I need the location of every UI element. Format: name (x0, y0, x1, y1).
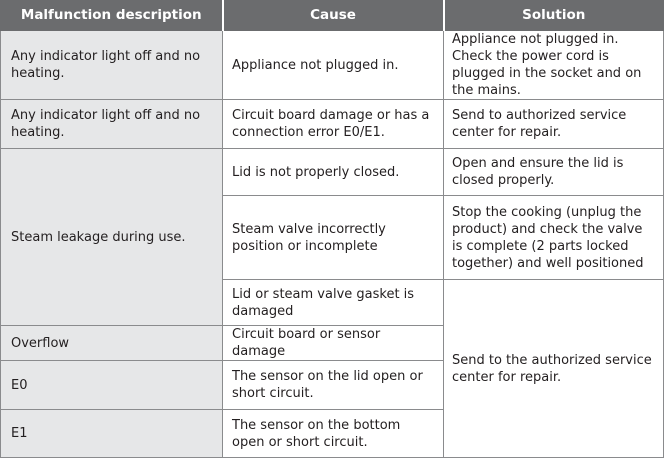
cause-cell: The sensor on the lid open or short circuit. (223, 361, 444, 410)
cause-cell: Lid or steam valve gasket is damaged (223, 280, 444, 326)
table-row (1, 149, 664, 196)
malfunction-description-cell: Any indicator light off and no heating. (1, 31, 223, 100)
solution-cell: Appliance not plugged in. Check the power cord is plugged in the socket and on the mains. (444, 31, 664, 100)
header-solution: Solution (444, 1, 664, 31)
table-row (1, 31, 664, 100)
cause-cell: The sensor on the bottom open or short circuit. (223, 410, 444, 458)
header-cause: Cause (223, 1, 444, 31)
solution-cell: Stop the cooking (unplug the product) and check the valve is complete (2 parts locked together) and well positioned (444, 196, 664, 280)
cause-cell: Steam valve incorrectly position or incomplete (223, 196, 444, 280)
malfunction-description-cell: E0 (1, 361, 223, 410)
header-malfunction-description: Malfunction description (1, 1, 223, 31)
table-row (1, 100, 664, 149)
solution-cell: Open and ensure the lid is closed properly. (444, 149, 664, 196)
cause-cell: Lid is not properly closed. (223, 149, 444, 196)
malfunction-description-cell: Steam leakage during use. (1, 149, 223, 326)
solution-cell: Send to the authorized service center for repair. (444, 280, 664, 458)
header-row (1, 1, 664, 31)
table-body (1, 31, 664, 458)
cause-cell: Circuit board or sensor damage (223, 326, 444, 361)
malfunction-description-cell: Overflow (1, 326, 223, 361)
malfunction-description-cell: Any indicator light off and no heating. (1, 100, 223, 149)
cause-cell: Circuit board damage or has a connection error E0/E1. (223, 100, 444, 149)
table-header (1, 1, 664, 31)
cause-cell: Appliance not plugged in. (223, 31, 444, 100)
malfunction-description-cell: E1 (1, 410, 223, 458)
solution-cell: Send to authorized service center for repair. (444, 100, 664, 149)
